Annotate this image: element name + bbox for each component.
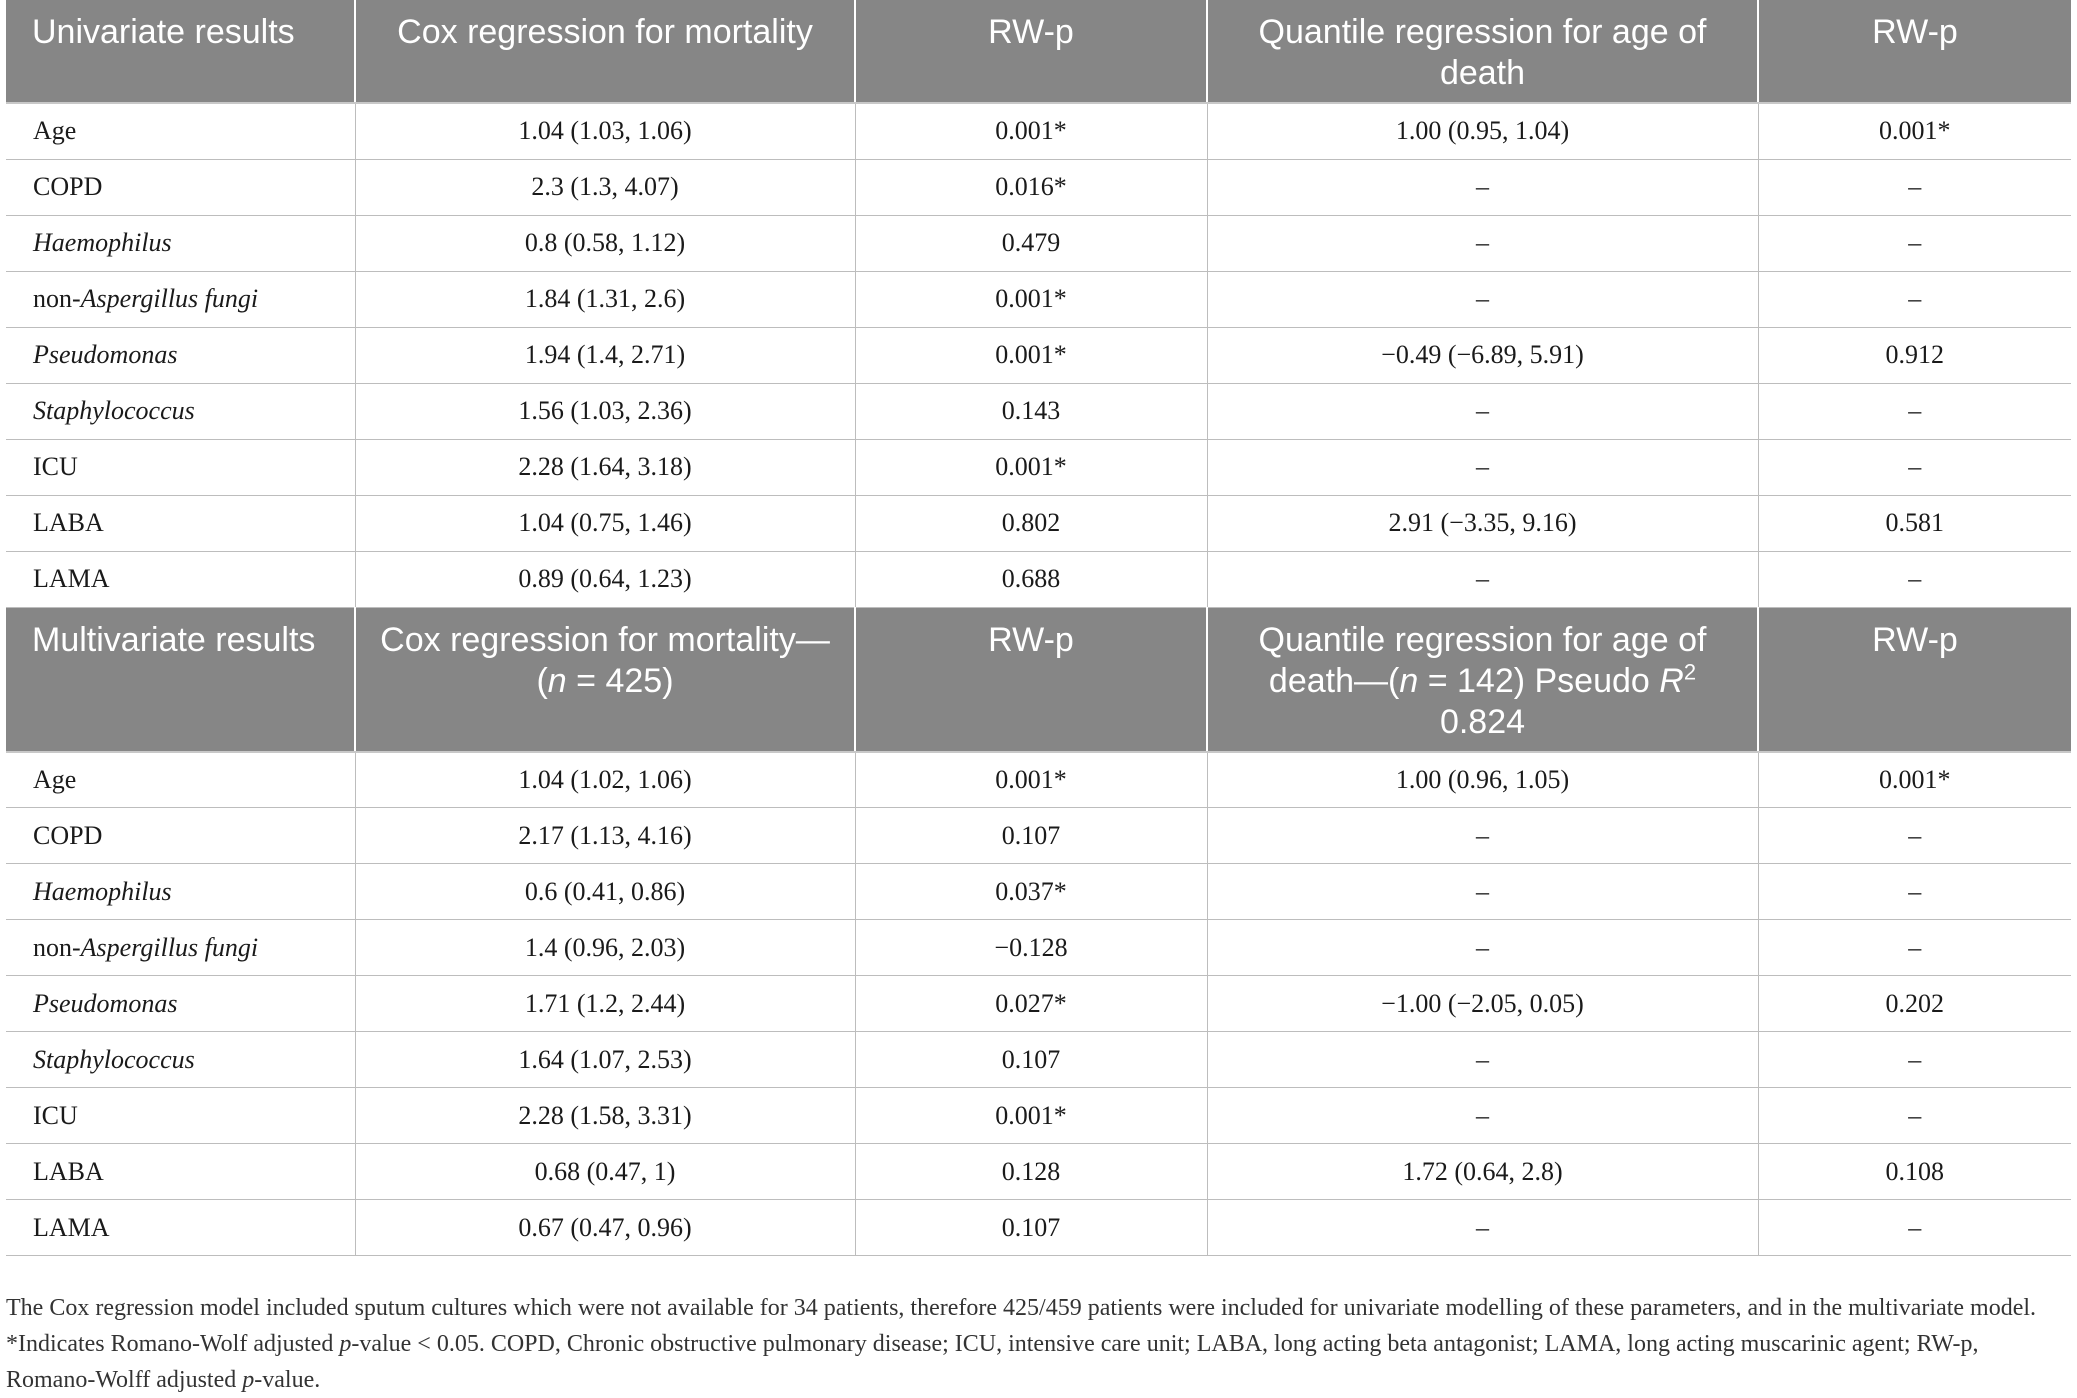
multivariate-cox-value: 0.67 (0.47, 0.96) <box>355 1200 855 1256</box>
multivariate-cox-rwp-value: 0.001* <box>855 752 1207 808</box>
univariate-row <box>6 495 2071 551</box>
multivariate-quantile-rwp-value: – <box>1758 808 2071 864</box>
multivariate-quantile-rwp-value: 0.108 <box>1758 1144 2071 1200</box>
multivariate-quantile-rwp-value: 0.001* <box>1758 752 2071 808</box>
multivariate-row-label: Haemophilus <box>6 864 355 920</box>
univariate-quantile-value: 2.91 (−3.35, 9.16) <box>1207 495 1758 551</box>
univariate-row <box>6 383 2071 439</box>
multivariate-quantile-value: – <box>1207 920 1758 976</box>
univariate-row <box>6 215 2071 271</box>
multivariate-row <box>6 920 2071 976</box>
multivariate-row <box>6 976 2071 1032</box>
multivariate-quantile-value: −1.00 (−2.05, 0.05) <box>1207 976 1758 1032</box>
multivariate-cox-rwp-value: 0.107 <box>855 1032 1207 1088</box>
univariate-quantile-rwp-value: – <box>1758 159 2071 215</box>
multivariate-body <box>6 752 2071 1256</box>
univariate-row-label: Age <box>6 103 355 159</box>
univariate-cox-value: 1.94 (1.4, 2.71) <box>355 327 855 383</box>
univariate-quantile-value: – <box>1207 271 1758 327</box>
multivariate-header-cox: Cox regression for mortality—(n = 425) <box>355 607 855 752</box>
univariate-cox-rwp-value: 0.001* <box>855 103 1207 159</box>
multivariate-row-label: non-Aspergillus fungi <box>6 920 355 976</box>
multivariate-quantile-value: – <box>1207 864 1758 920</box>
multivariate-quantile-rwp-value: – <box>1758 920 2071 976</box>
univariate-quantile-rwp-value: – <box>1758 271 2071 327</box>
multivariate-cox-rwp-value: 0.128 <box>855 1144 1207 1200</box>
multivariate-quantile-value: – <box>1207 1088 1758 1144</box>
multivariate-row <box>6 1144 2071 1200</box>
univariate-quantile-rwp-value: 0.912 <box>1758 327 2071 383</box>
univariate-quantile-value: – <box>1207 551 1758 607</box>
univariate-cox-value: 1.84 (1.31, 2.6) <box>355 271 855 327</box>
multivariate-row <box>6 1032 2071 1088</box>
univariate-cox-value: 2.3 (1.3, 4.07) <box>355 159 855 215</box>
univariate-quantile-value: – <box>1207 215 1758 271</box>
multivariate-header-quantile: Quantile regression for age of death—(n = 142) Pseudo $R^2$ 0.824 <box>1207 607 1758 752</box>
univariate-row <box>6 103 2071 159</box>
univariate-header-cox: Cox regression for mortality <box>355 0 855 103</box>
multivariate-cox-rwp-value: 0.037* <box>855 864 1207 920</box>
univariate-quantile-rwp-value: 0.001* <box>1758 103 2071 159</box>
univariate-quantile-value: – <box>1207 383 1758 439</box>
univariate-cox-rwp-value: 0.016* <box>855 159 1207 215</box>
multivariate-cox-value: 1.4 (0.96, 2.03) <box>355 920 855 976</box>
univariate-row <box>6 551 2071 607</box>
multivariate-cox-rwp-value: 0.107 <box>855 1200 1207 1256</box>
univariate-cox-rwp-value: 0.802 <box>855 495 1207 551</box>
multivariate-cox-rwp-value: −0.128 <box>855 920 1207 976</box>
multivariate-quantile-value: 1.00 (0.96, 1.05) <box>1207 752 1758 808</box>
univariate-row-label: Staphylococcus <box>6 383 355 439</box>
multivariate-cox-rwp-value: 0.001* <box>855 1088 1207 1144</box>
multivariate-row-label: LABA <box>6 1144 355 1200</box>
multivariate-quantile-rwp-value: – <box>1758 1088 2071 1144</box>
multivariate-cox-value: 1.04 (1.02, 1.06) <box>355 752 855 808</box>
multivariate-row-label: Pseudomonas <box>6 976 355 1032</box>
univariate-row <box>6 271 2071 327</box>
univariate-cox-rwp-value: 0.001* <box>855 327 1207 383</box>
multivariate-cox-value: 2.28 (1.58, 3.31) <box>355 1088 855 1144</box>
multivariate-cox-value: 1.64 (1.07, 2.53) <box>355 1032 855 1088</box>
multivariate-row <box>6 1200 2071 1256</box>
univariate-header-quantile: Quantile regression for age of death <box>1207 0 1758 103</box>
univariate-quantile-value: – <box>1207 439 1758 495</box>
univariate-row-label: non-Aspergillus fungi <box>6 271 355 327</box>
univariate-quantile-rwp-value: – <box>1758 551 2071 607</box>
univariate-row-label: Pseudomonas <box>6 327 355 383</box>
univariate-row-label: COPD <box>6 159 355 215</box>
univariate-cox-rwp-value: 0.143 <box>855 383 1207 439</box>
multivariate-quantile-value: – <box>1207 1032 1758 1088</box>
multivariate-row <box>6 864 2071 920</box>
univariate-row-label: LAMA <box>6 551 355 607</box>
multivariate-quantile-value: – <box>1207 1200 1758 1256</box>
univariate-row-label: Haemophilus <box>6 215 355 271</box>
univariate-cox-value: 1.04 (0.75, 1.46) <box>355 495 855 551</box>
univariate-row <box>6 327 2071 383</box>
multivariate-cox-value: 2.17 (1.13, 4.16) <box>355 808 855 864</box>
univariate-row <box>6 159 2071 215</box>
multivariate-row-label: Staphylococcus <box>6 1032 355 1088</box>
univariate-cox-value: 2.28 (1.64, 3.18) <box>355 439 855 495</box>
multivariate-header-row <box>6 607 2071 752</box>
multivariate-row-label: LAMA <box>6 1200 355 1256</box>
univariate-cox-rwp-value: 0.001* <box>855 271 1207 327</box>
univariate-row-label: ICU <box>6 439 355 495</box>
multivariate-cox-value: 0.6 (0.41, 0.86) <box>355 864 855 920</box>
univariate-cox-value: 1.04 (1.03, 1.06) <box>355 103 855 159</box>
univariate-quantile-value: 1.00 (0.95, 1.04) <box>1207 103 1758 159</box>
multivariate-row-label: Age <box>6 752 355 808</box>
multivariate-header-section <box>6 607 2071 752</box>
multivariate-header-rwp: RW-p <box>855 607 1207 752</box>
multivariate-cox-value: 1.71 (1.2, 2.44) <box>355 976 855 1032</box>
multivariate-header-rwp2: RW-p <box>1758 607 2071 752</box>
results-table <box>6 0 2071 1256</box>
univariate-quantile-rwp-value: 0.581 <box>1758 495 2071 551</box>
multivariate-header-label: Multivariate results <box>6 607 355 752</box>
univariate-quantile-rwp-value: – <box>1758 439 2071 495</box>
univariate-quantile-value: −0.49 (−6.89, 5.91) <box>1207 327 1758 383</box>
multivariate-quantile-value: 1.72 (0.64, 2.8) <box>1207 1144 1758 1200</box>
multivariate-row <box>6 1088 2071 1144</box>
univariate-quantile-rwp-value: – <box>1758 215 2071 271</box>
multivariate-quantile-rwp-value: – <box>1758 864 2071 920</box>
multivariate-quantile-value: – <box>1207 808 1758 864</box>
results-table-container <box>6 0 2071 1256</box>
univariate-header-rwp2: RW-p <box>1758 0 2071 103</box>
univariate-header-rwp: RW-p <box>855 0 1207 103</box>
univariate-cox-rwp-value: 0.479 <box>855 215 1207 271</box>
univariate-cox-rwp-value: 0.688 <box>855 551 1207 607</box>
univariate-row-label: LABA <box>6 495 355 551</box>
multivariate-row <box>6 752 2071 808</box>
multivariate-row <box>6 808 2071 864</box>
multivariate-cox-value: 0.68 (0.47, 1) <box>355 1144 855 1200</box>
multivariate-cox-rwp-value: 0.027* <box>855 976 1207 1032</box>
univariate-cox-value: 0.8 (0.58, 1.12) <box>355 215 855 271</box>
univariate-cox-value: 0.89 (0.64, 1.23) <box>355 551 855 607</box>
univariate-quantile-value: – <box>1207 159 1758 215</box>
multivariate-quantile-rwp-value: – <box>1758 1200 2071 1256</box>
univariate-cox-rwp-value: 0.001* <box>855 439 1207 495</box>
univariate-row <box>6 439 2071 495</box>
multivariate-cox-rwp-value: 0.107 <box>855 808 1207 864</box>
multivariate-row-label: COPD <box>6 808 355 864</box>
multivariate-quantile-rwp-value: – <box>1758 1032 2071 1088</box>
univariate-body <box>6 103 2071 607</box>
univariate-cox-value: 1.56 (1.03, 2.36) <box>355 383 855 439</box>
univariate-header-row <box>6 0 2071 103</box>
table-footnote: The Cox regression model included sputum cultures which were not available for 34 patients, therefore 425/459 patients were included for univariate modelling of these parameters, and in the multivariate model. *Indicates Romano-Wolf adjusted p-value < 0.05. COPD, Chronic obstructive pulmonary disease; ICU, intensive care unit; LABA, long acting beta antagonist; LAMA, long acting muscarinic agent; RW-p, Romano-Wolff adjusted p-value. <box>6 1295 2037 1393</box>
univariate-header-label: Univariate results <box>6 0 355 103</box>
univariate-quantile-rwp-value: – <box>1758 383 2071 439</box>
multivariate-row-label: ICU <box>6 1088 355 1144</box>
multivariate-quantile-rwp-value: 0.202 <box>1758 976 2071 1032</box>
